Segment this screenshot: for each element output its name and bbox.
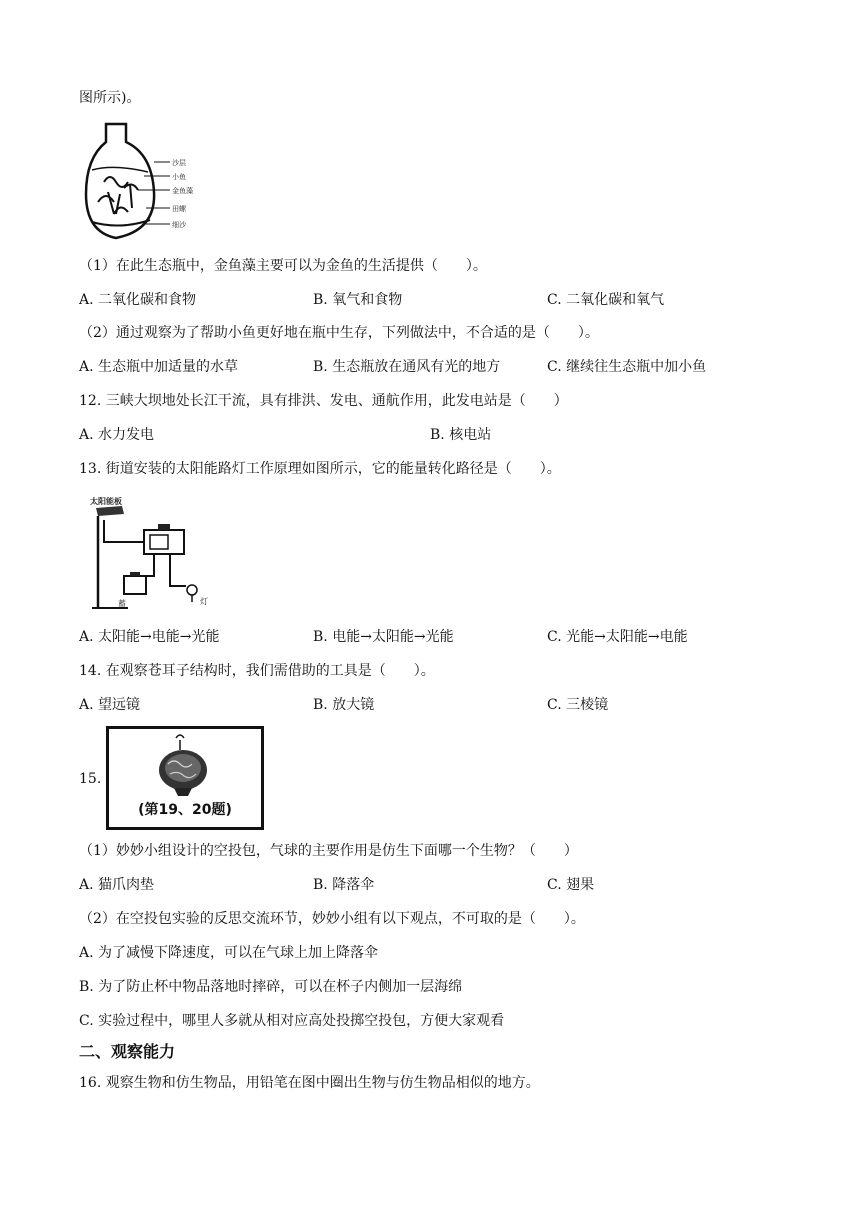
bottle-label-fish: 小鱼 <box>172 173 186 181</box>
option-13-c[interactable]: C. 光能→太阳能→电能 <box>547 629 688 645</box>
option-11-1-c[interactable]: C. 二氧化碳和氧气 <box>547 292 665 308</box>
option-11-1-a[interactable]: A. 二氧化碳和食物 <box>79 292 197 308</box>
eco-bottle-figure <box>84 122 224 244</box>
option-15-1-a[interactable]: A. 猫爪肉垫 <box>79 877 155 893</box>
question-intro-tail: 图所示)。 <box>79 90 141 106</box>
option-15-2-b[interactable]: B. 为了防止杯中物品落地时摔碎，可以在杯子内侧加一层海绵 <box>79 979 463 995</box>
battery-label: 蓄 <box>118 599 126 608</box>
question-13: 13. 街道安装的太阳能路灯工作原理如图所示，它的能量转化路径是（ ）。 <box>79 461 561 477</box>
option-15-1-b[interactable]: B. 降落伞 <box>313 877 375 893</box>
question-15-1: （1）妙妙小组设计的空投包，气球的主要作用是仿生下面哪一个生物？（ ） <box>79 843 578 859</box>
question-15-number: 15. <box>79 771 102 787</box>
bottle-label-sand-layer: 沙层 <box>172 159 186 167</box>
question-11-2: （2）通过观察为了帮助小鱼更好地在瓶中生存，下列做法中，不合适的是（ ）。 <box>79 325 599 341</box>
question-14: 14. 在观察苍耳子结构时，我们需借助的工具是（ ）。 <box>79 663 435 679</box>
solar-panel-label: 太阳能板 <box>90 497 122 506</box>
bottle-label-snail: 田螺 <box>172 205 186 213</box>
option-15-2-a[interactable]: A. 为了减慢下降速度，可以在气球上加上降落伞 <box>79 945 379 961</box>
solar-light-figure <box>88 494 220 612</box>
option-11-2-b[interactable]: B. 生态瓶放在通风有光的地方 <box>313 359 501 375</box>
option-11-2-c[interactable]: C. 继续往生态瓶中加小鱼 <box>547 359 707 375</box>
option-15-1-c[interactable]: C. 翅果 <box>547 877 595 893</box>
option-14-c[interactable]: C. 三棱镜 <box>547 697 609 713</box>
question-12: 12. 三峡大坝地处长江干流，具有排洪、发电、通航作用，此发电站是（ ） <box>79 393 568 409</box>
question-15-2: （2）在空投包实验的反思交流环节，妙妙小组有以下观点，不可取的是（ ）。 <box>79 911 585 927</box>
option-14-b[interactable]: B. 放大镜 <box>313 697 375 713</box>
option-12-a[interactable]: A. 水力发电 <box>79 427 155 443</box>
option-13-a[interactable]: A. 太阳能→电能→光能 <box>79 629 220 645</box>
question-16: 16. 观察生物和仿生物品，用铅笔在图中圈出生物与仿生物品相似的地方。 <box>79 1075 540 1091</box>
option-14-a[interactable]: A. 望远镜 <box>79 697 141 713</box>
option-11-1-b[interactable]: B. 氧气和食物 <box>313 292 403 308</box>
figure-caption: (第19、20题) <box>138 802 232 818</box>
bottle-label-hornwort: 金鱼藻 <box>172 187 193 195</box>
option-13-b[interactable]: B. 电能→太阳能→光能 <box>313 629 454 645</box>
option-15-2-c[interactable]: C. 实验过程中，哪里人多就从相对应高处投掷空投包，方便大家观看 <box>79 1013 505 1029</box>
question-11-1: （1）在此生态瓶中，金鱼藻主要可以为金鱼的生活提供（ ）。 <box>79 258 487 274</box>
bottle-label-fine-sand: 细沙 <box>172 221 186 229</box>
lamp-label: 灯 <box>200 597 208 606</box>
section-heading-observation: 二、观察能力 <box>79 1042 176 1061</box>
option-12-b[interactable]: B. 核电站 <box>430 427 492 443</box>
airdrop-package-figure <box>106 726 264 830</box>
option-11-2-a[interactable]: A. 生态瓶中加适量的水草 <box>79 359 239 375</box>
